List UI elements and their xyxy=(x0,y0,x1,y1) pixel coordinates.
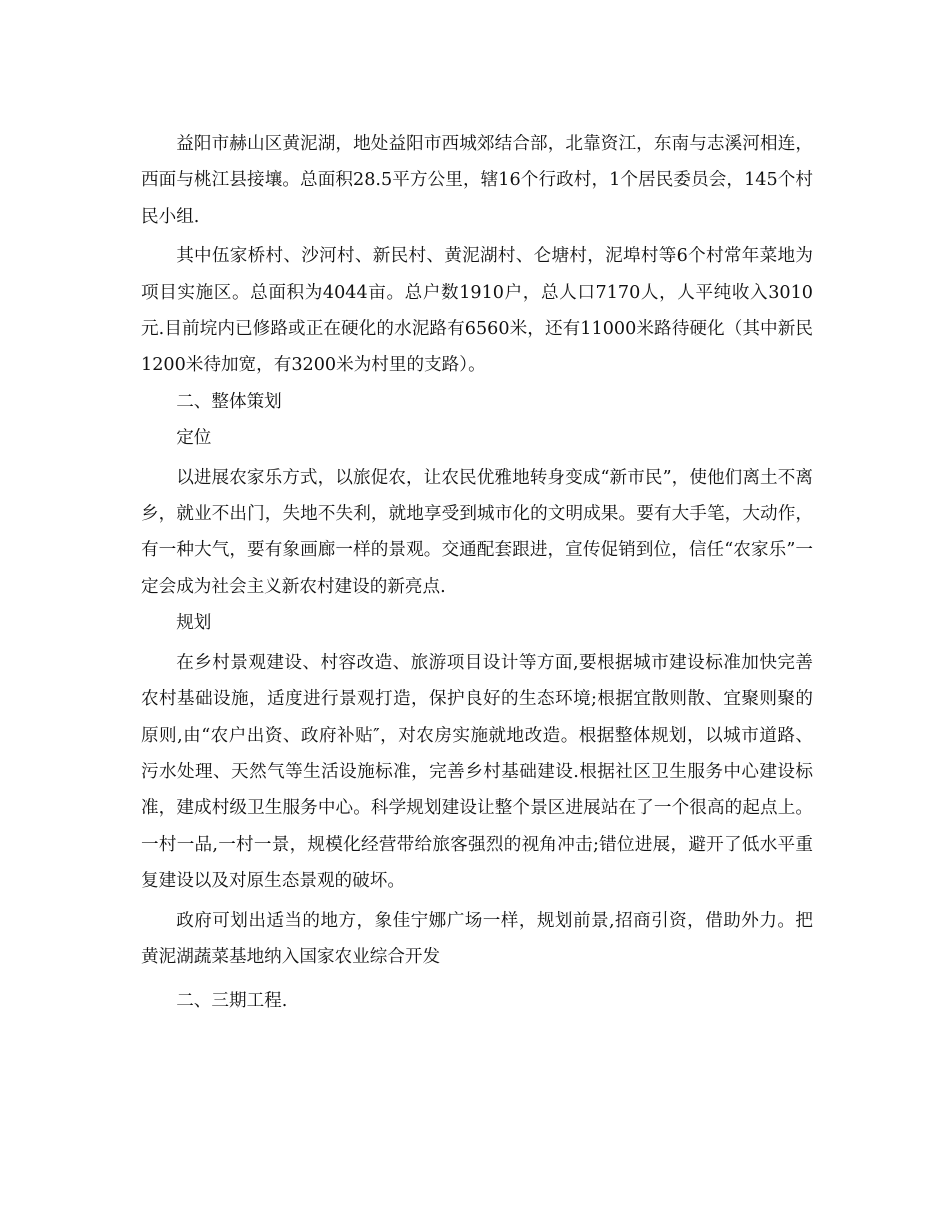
document-page xyxy=(141,126,813,1020)
section-heading-phase-projects: 二、三期工程. xyxy=(176,991,288,1012)
paragraph-project-area: 其中伍家桥村、沙河村、新民村、黄泥湖村、仑塘村，泥埠村等6个村常年菜地为项目实施区。总面积为4044亩。总户数1910户，总人口7170人，人平纯收入3010元.目前垸内已修路或正在硬化的水泥路有6560米，还有11000米路待硬化（其中新民1200米待加宽，有3200米为村里的支路）。 xyxy=(141,246,813,376)
section-heading-overall-plan: 二、整体策划 xyxy=(176,391,282,412)
paragraph-government: 政府可划出适当的地方，象佳宁娜广场一样，规划前景,招商引资，借助外力。把黄泥湖蔬菜基地纳入国家农业综合开发 xyxy=(141,910,813,967)
paragraph-overview: 益阳市赫山区黄泥湖，地处益阳市西城郊结合部，北靠资江，东南与志溪河相连，西面与桃江县接壤。总面积28.5平方公里，辖16个行政村，1个居民委员会，145个村民小组. xyxy=(141,134,813,227)
paragraph-positioning: 以进展农家乐方式，以旅促农，让农民优雅地转身变成“新市民”，使他们离土不离乡，就业不出门，失地不失利，就地享受到城市化的文明成果。要有大手笔，大动作，有一种大气，要有象画廊一样的景观。交通配套跟进，宣传促销到位，信任“农家乐”一定会成为社会主义新农村建设的新亮点. xyxy=(141,467,813,597)
subheading-planning: 规划 xyxy=(176,613,212,634)
subheading-positioning: 定位 xyxy=(176,428,212,449)
paragraph-planning: 在乡村景观建设、村容改造、旅游项目设计等方面,要根据城市建设标准加快完善农村基础设施，适度进行景观打造，保护良好的生态环境;根据宜散则散、宜聚则聚的原则,由“农户出资、政府补贴″，对农房实施就地改造。根据整体规划，以城市道路、污水处理、天然气等生活设施标准，完善乡村基础建设.根据社区卫生服务中心建设标准，建成村级卫生服务中心。科学规划建设让整个景区进展站在了一个很高的起点上。一村一品,一村一景，规模化经营带给旅客强烈的视角冲击;错位进展，避开了低水平重复建设以及对原生态景观的破坏。 xyxy=(141,652,813,892)
